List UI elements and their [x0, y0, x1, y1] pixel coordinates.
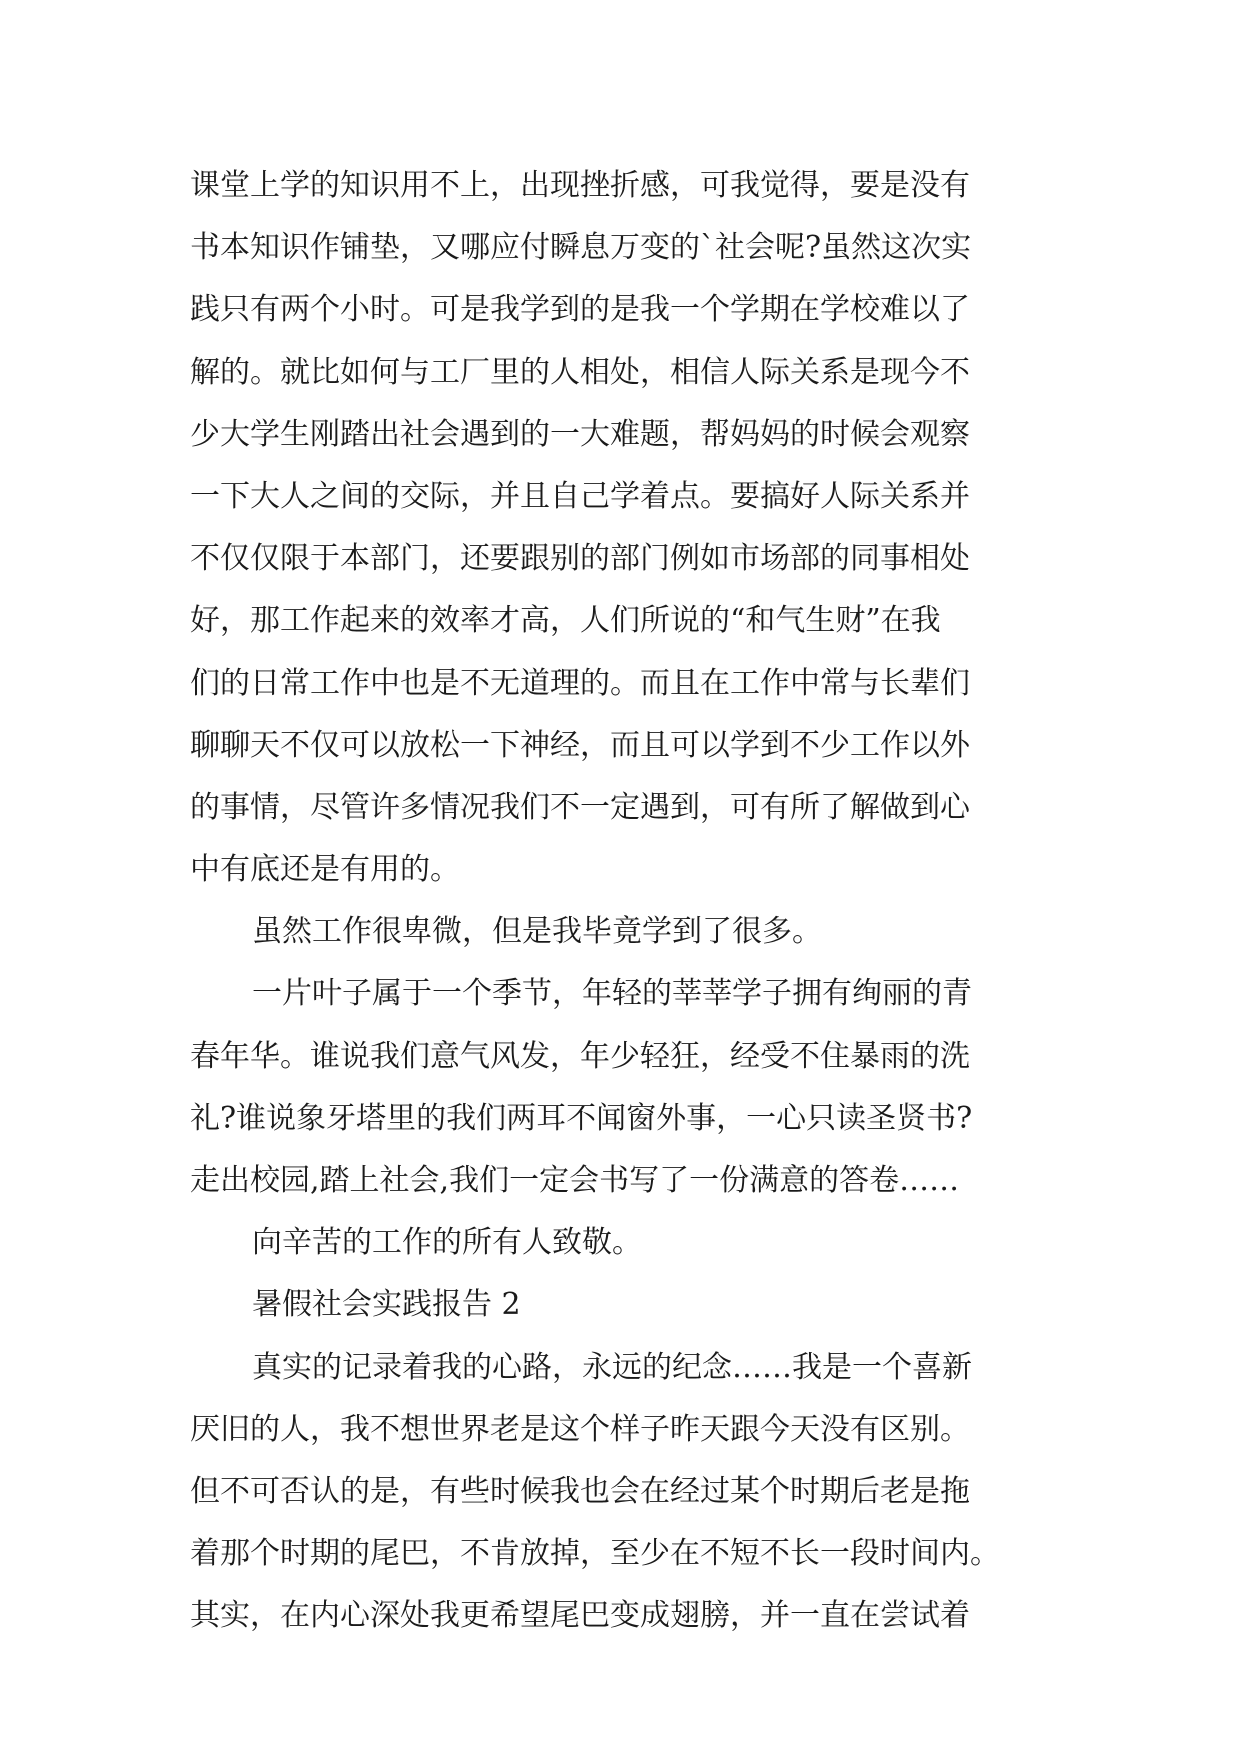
text-line: 的事情，尽管许多情况我们不一定遇到，可有所了解做到心: [190, 789, 970, 825]
paragraph-first-line: 真实的记录着我的心路，永远的纪念……我是一个喜新: [252, 1349, 972, 1385]
text-line: 好，那工作起来的效率才高，人们所说的“和气生财”在我: [190, 603, 941, 639]
text-line: 礼?谁说象牙塔里的我们两耳不闻窗外事，一心只读圣贤书?: [190, 1100, 973, 1136]
text-line: 书本知识作铺垫，又哪应付瞬息万变的`社会呢?虽然这次实: [190, 230, 972, 266]
paragraph-first-line: 虽然工作很卑微，但是我毕竟学到了很多。: [252, 914, 822, 950]
text-line: 不仅仅限于本部门，还要跟别的部门例如市场部的同事相处: [190, 541, 970, 577]
text-line: 其实，在内心深处我更希望尾巴变成翅膀，并一直在尝试着: [190, 1598, 970, 1634]
text-line: 但不可否认的是，有些时候我也会在经过某个时期后老是拖: [190, 1473, 970, 1509]
text-line: 一下大人之间的交际，并且自己学着点。要搞好人际关系并: [190, 478, 970, 514]
text-line: 课堂上学的知识用不上，出现挫折感，可我觉得，要是没有: [190, 168, 970, 203]
paragraph-first-line: 向辛苦的工作的所有人致敬。: [252, 1225, 642, 1261]
text-line: 中有底还是有用的。: [190, 852, 460, 888]
paragraph-first-line: 一片叶子属于一个季节，年轻的莘莘学子拥有绚丽的青: [252, 976, 972, 1012]
text-line: 着那个时期的尾巴，不肯放掉，至少在不短不长一段时间内。: [190, 1536, 1000, 1572]
text-line: 解的。就比如何与工厂里的人相处，相信人际关系是现今不: [190, 354, 970, 390]
text-line: 厌旧的人，我不想世界老是这个样子昨天跟今天没有区别。: [190, 1411, 970, 1447]
text-line: 聊聊天不仅可以放松一下神经，而且可以学到不少工作以外: [190, 727, 970, 763]
text-line: 春年华。谁说我们意气风发，年少轻狂，经受不住暴雨的洗: [190, 1038, 970, 1074]
body-text: [190, 155, 1052, 1648]
section-heading: 暑假社会实践报告 2: [252, 1287, 521, 1323]
text-line: 们的日常工作中也是不无道理的。而且在工作中常与长辈们: [190, 665, 970, 701]
text-line: 践只有两个小时。可是我学到的是我一个学期在学校难以了: [190, 292, 970, 328]
text-line: 少大学生刚踏出社会遇到的一大难题，帮妈妈的时候会观察: [190, 416, 970, 452]
text-line: 走出校园,踏上社会,我们一定会书写了一份满意的答卷……: [190, 1163, 960, 1198]
